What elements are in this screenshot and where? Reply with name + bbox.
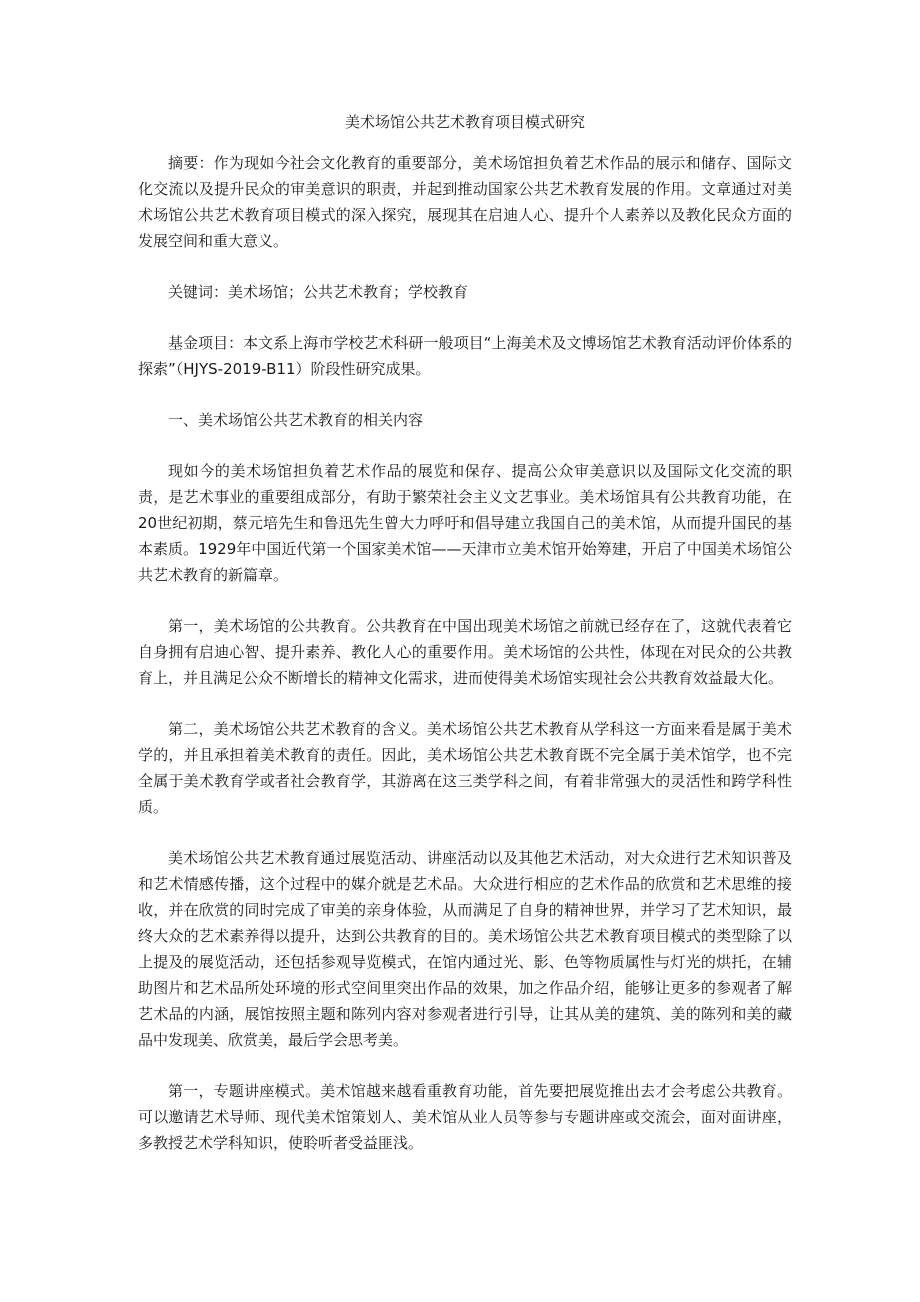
body-paragraph: 第二，美术场馆公共艺术教育的含义。美术场馆公共艺术教育从学科这一方面来看是属于美术学的，并且承担着美术教育的责任。因此，美术场馆公共艺术教育既不完全属于美术馆学，也不完全属于美术教育学或者社会教育学，其游离在这三类学科之间，有着非常强大的灵活性和跨学科性质。 bbox=[138, 720, 792, 816]
document-page bbox=[138, 108, 792, 1181]
abstract-paragraph: 摘要：作为现如今社会文化教育的重要部分，美术场馆担负着艺术作品的展示和储存、国际文化交流以及提升民众的审美意识的职责，并起到推动国家公共艺术教育发展的作用。文章通过对美术场馆公共艺术教育项目模式的深入探究，展现其在启迪人心、提升个人素养以及教化民众方面的发展空间和重大意义。 bbox=[138, 154, 792, 250]
body-paragraph: 现如今的美术场馆担负着艺术作品的展览和保存、提高公众审美意识以及国际文化交流的职责，是艺术事业的重要组成部分，有助于繁荣社会主义文艺事业。美术场馆具有公共教育功能，在20世纪初期，蔡元培先生和鲁迅先生曾大力呼吁和倡导建立我国自己的美术馆，从而提升国民的基本素质。1929年中国近代第一个国家美术馆——天津市立美术馆开始筹建，开启了中国美术场馆公共艺术教育的新篇章。 bbox=[138, 462, 792, 584]
body-paragraph: 第一，美术场馆的公共教育。公共教育在中国出现美术场馆之前就已经存在了，这就代表着它自身拥有启迪心智、提升素养、教化人心的重要作用。美术场馆的公共性，体现在对民众的公共教育上，并且满足公众不断增长的精神文化需求，进而使得美术场馆实现社会公共教育效益最大化。 bbox=[138, 617, 792, 687]
section-heading: 一、美术场馆公共艺术教育的相关内容 bbox=[168, 411, 424, 429]
keywords-paragraph: 关键词：美术场馆；公共艺术教育；学校教育 bbox=[168, 283, 469, 301]
body-paragraph: 美术场馆公共艺术教育通过展览活动、讲座活动以及其他艺术活动，对大众进行艺术知识普及和艺术情感传播，这个过程中的媒介就是艺术品。大众进行相应的艺术作品的欣赏和艺术思维的接收，并在欣赏的同时完成了审美的亲身体验，从而满足了自身的精神世界，并学习了艺术知识，最终大众的艺术素养得以提升，达到公共教育的目的。美术场馆公共艺术教育项目模式的类型除了以上提及的展览活动，还包括参观导览模式，在馆内通过光、影、色等物质属性与灯光的烘托，在辅助图片和艺术品所处环境的形式空间里突出作品的效果，加之作品介绍，能够让更多的参观者了解艺术品的内涵，展馆按照主题和陈列内容对参观者进行引导，让其从美的建筑、美的陈列和美的藏品中发现美、欣赏美，最后学会思考美。 bbox=[138, 849, 792, 1049]
body-paragraph: 第一，专题讲座模式。美术馆越来越看重教育功能，首先要把展览推出去才会考虑公共教育。可以邀请艺术导师、现代美术馆策划人、美术馆从业人员等参与专题讲座或交流会，面对面讲座，多教授艺术学科知识，使聆听者受益匪浅。 bbox=[138, 1082, 792, 1152]
document-title: 美术场馆公共艺术教育项目模式研究 bbox=[344, 113, 585, 131]
fund-paragraph: 基金项目：本文系上海市学校艺术科研一般项目“上海美术及文博场馆艺术教育活动评价体系的探索”（HJYS-2019-B11）阶段性研究成果。 bbox=[138, 334, 792, 378]
